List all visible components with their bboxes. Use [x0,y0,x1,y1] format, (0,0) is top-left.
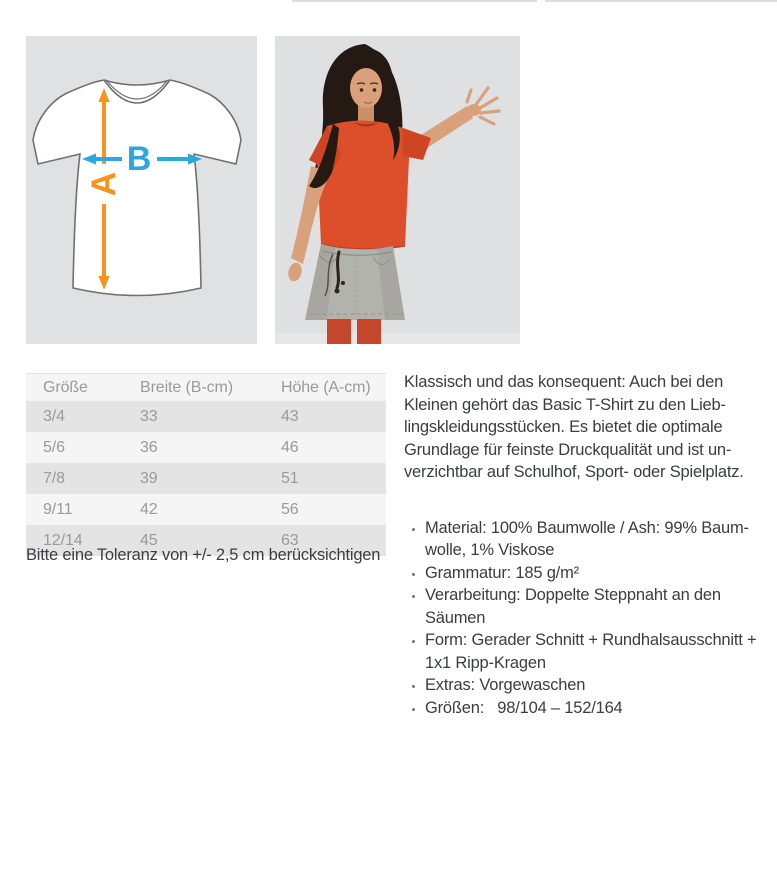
feature-item-extras [425,674,764,697]
size-cell: 7/8 [43,469,65,487]
height-cell: 51 [281,469,299,487]
size-column-header: Größe [26,374,138,402]
table-row [26,463,386,494]
size-diagram-panel [26,36,257,344]
feature-item-verarbeitung [425,584,764,629]
size-cell: 9/11 [43,500,73,518]
model-skirt [305,244,405,320]
feature-text: Größen: 98/104 – 152/164 [425,698,623,717]
height-cell: 63 [281,531,299,549]
tolerance-note: Bitte eine Toleranz von +/- 2,5 cm berücksichtigen [26,546,381,564]
size-table-header-row [26,374,386,402]
top-edge-strip [292,0,537,2]
label-b: B [126,140,152,178]
width-cell: 33 [140,407,158,425]
feature-text: Grammatur: 185 g/m² [425,563,579,582]
feature-text: Verarbeitung: Doppelte Steppnaht an den Säumen [425,586,726,627]
table-row [26,432,386,463]
height-cell: 56 [281,500,299,518]
model-photo [275,36,520,344]
size-cell: 5/6 [43,438,65,456]
tshirt-outline-icon [33,80,241,296]
model-face [350,68,382,108]
feature-text: Material: 100% Baumwolle / Ash: 99% Baumwolle, 1% Viskose [425,518,749,559]
product-description-paragraph: Klassisch und das konsequent: Auch bei den Kleinen gehört das Basic T-Shirt zu den Lieblingskleidungsstücken. Es bietet die optimale Grundlage für feinste Druckqualität und ist unverzichtbar auf Schulhof, Sport- oder Spielplatz. [404,373,744,481]
feature-item-material [425,517,764,562]
table-row [26,401,386,432]
size-table [26,373,386,556]
height-cell: 46 [281,438,299,456]
feature-text: Extras: Vorgewaschen [425,676,586,694]
size-cell: 12/14 [43,531,83,549]
label-a: A [85,171,123,197]
feature-item-grammatur [425,562,764,585]
feature-text: Form: Gerader Schnitt + Rundhalsausschnitt + 1x1 Ripp-Kragen [425,631,761,672]
width-cell: 36 [140,438,158,456]
tshirt-measurement-diagram [26,36,257,344]
top-edge-strip [545,0,777,2]
feature-item-form [425,629,764,674]
floor-shadow [275,333,520,344]
size-cell: 3/4 [43,407,65,425]
width-cell: 45 [140,531,158,549]
width-cell: 39 [140,469,158,487]
product-feature-list [404,517,764,720]
product-description-column [404,371,777,719]
table-row [26,494,386,525]
model-photo-illustration [275,36,520,344]
height-column-header: Höhe (A-cm) [280,374,386,402]
width-column-header: Breite (B-cm) [138,374,280,402]
width-cell: 42 [140,500,158,518]
feature-item-groessen [425,697,764,720]
height-cell: 43 [281,407,299,425]
